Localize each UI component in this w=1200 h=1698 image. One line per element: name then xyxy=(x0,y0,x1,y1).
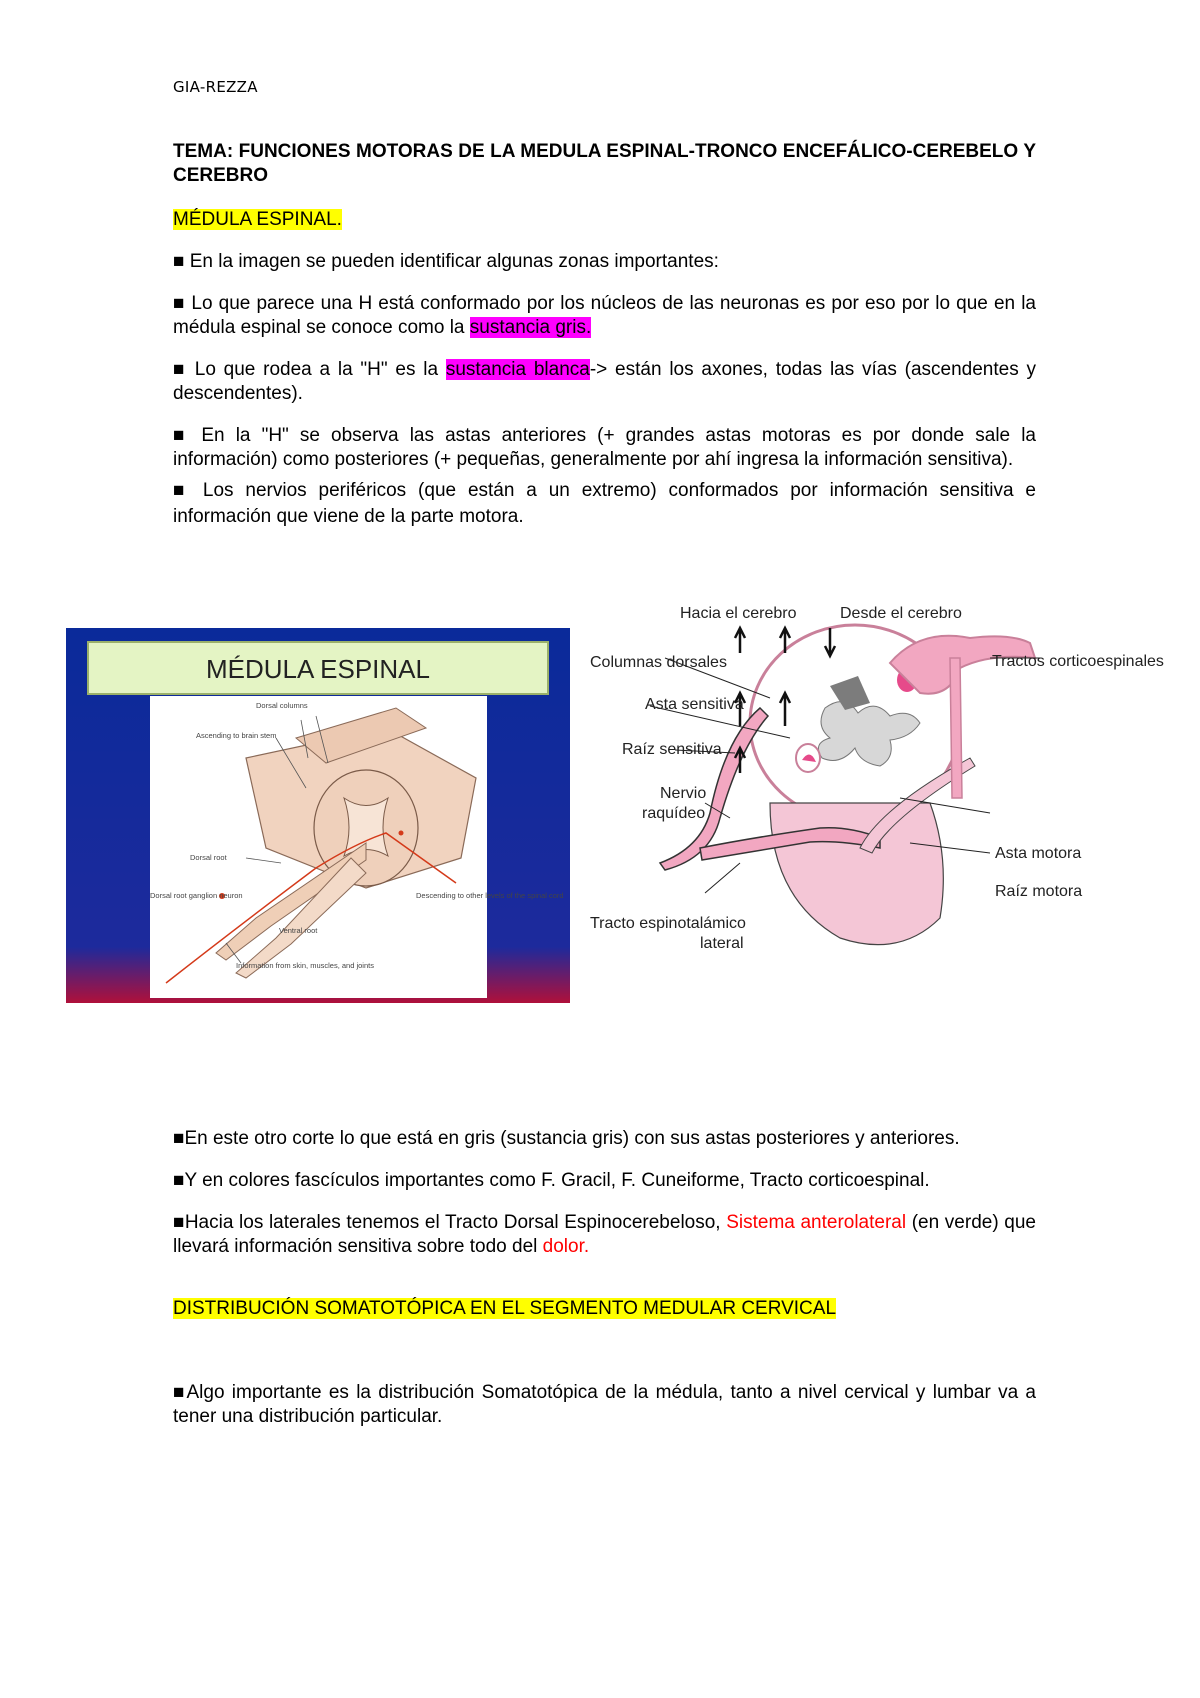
label-desde-cerebro: Desde el cerebro xyxy=(840,605,962,622)
document-author: GIA-REZZA xyxy=(173,78,258,96)
label-asta-sensitiva: Asta sensitiva xyxy=(645,696,744,713)
label-raiz-motora: Raíz motora xyxy=(995,883,1083,900)
paragraph-bullet-8 xyxy=(173,1211,1036,1259)
label-ventral-root: Ventral root xyxy=(279,926,318,935)
document-body-part2 xyxy=(173,1127,1036,1429)
paragraph-bullet-9: ■Algo importante es la distribución Somatotópica de la médula, tanto a nivel cervical y lumbar va a tener una distribución particular. xyxy=(173,1382,1036,1427)
paragraph-bullet-2 xyxy=(173,292,1036,340)
label-raiz-sensitiva: Raíz sensitiva xyxy=(622,741,722,758)
section-heading-distribucion xyxy=(173,1297,1036,1321)
red-text-dolor: dolor. xyxy=(542,1236,590,1257)
red-text-sistema-anterolateral: Sistema anterolateral xyxy=(726,1212,907,1233)
label-information: Information from skin, muscles, and joints xyxy=(236,961,374,970)
label-hacia-cerebro: Hacia el cerebro xyxy=(680,605,797,622)
section-heading-2-text: DISTRIBUCIÓN SOMATOTÓPICA EN EL SEGMENTO MEDULAR CERVICAL xyxy=(173,1298,837,1319)
slide-title: MÉDULA ESPINAL xyxy=(206,654,430,684)
label-tractos-corticoespinales: Tractos corticoespinales xyxy=(992,653,1164,670)
document-body-part1 xyxy=(173,140,1036,530)
paragraph-bullet-7: ■Y en colores fascículos importantes como F. Gracil, F. Cuneiforme, Tracto corticoespinal. xyxy=(173,1170,930,1191)
label-lateral: lateral xyxy=(700,935,744,952)
label-dorsal-root-ganglion: Dorsal root ganglion neuron xyxy=(150,891,243,900)
paragraph-bullet-1: ■ En la imagen se pueden identificar algunas zonas importantes: xyxy=(173,251,719,272)
label-columnas-dorsales: Columnas dorsales xyxy=(590,654,727,671)
highlight-sustancia-gris: sustancia gris. xyxy=(469,317,592,338)
paragraph-bullet-6: ■En este otro corte lo que está en gris (sustancia gris) con sus astas posteriores y anteriores. xyxy=(173,1128,960,1149)
label-ascending: Ascending to brain stem xyxy=(196,731,277,740)
highlight-sustancia-blanca: sustancia blanca xyxy=(445,359,590,380)
spinal-cross-section-image xyxy=(590,598,1178,968)
bullet-3-text-end: -> están los axones, todas las vías (ascendentes y descendentes). xyxy=(173,359,1036,404)
bullet-8-text: ■Hacia los laterales tenemos el Tracto Dorsal Espinocerebeloso, xyxy=(173,1212,727,1233)
section-heading-medula xyxy=(173,208,1036,232)
bullet-3-text: ■ Lo que rodea a la "H" es la xyxy=(173,359,446,380)
bullet-8-text-mid: (en verde) que llevará información sensitiva sobre todo del xyxy=(173,1212,1036,1257)
paragraph-bullet-3 xyxy=(173,358,1036,406)
label-tracto-espinotalamico: Tracto espinotalámico xyxy=(590,915,746,932)
label-descending: Descending to other levels of the spinal cord xyxy=(416,891,564,900)
cross-section-illustration xyxy=(650,625,1040,945)
paragraph-bullet-4: ■ En la "H" se observa las astas anteriores (+ grandes astas motoras es por donde sale la información) como posteriores (+ pequeñas, generalmente por ahí ingresa la información sensitiva). xyxy=(173,425,1036,470)
label-dorsal-columns: Dorsal columns xyxy=(256,701,308,710)
bullet-2-text: ■ Lo que parece una H está conformado por los núcleos de las neuronas es por eso por lo que en la médula espinal se conoce como la xyxy=(173,293,1036,338)
label-nervio: Nervio xyxy=(660,785,707,802)
label-dorsal-root: Dorsal root xyxy=(190,853,227,862)
label-raquideo: raquídeo xyxy=(642,805,706,822)
paragraph-bullet-5: ■ Los nervios periféricos (que están a un extremo) conformados por información sensitiva e información que viene de la parte motora. xyxy=(173,480,1036,527)
section-heading-text: MÉDULA ESPINAL. xyxy=(173,209,342,230)
document-title: TEMA: FUNCIONES MOTORAS DE LA MEDULA ESPINAL-TRONCO ENCEFÁLICO-CEREBELO Y CEREBRO xyxy=(173,141,1036,186)
spinal-cord-slide-image xyxy=(66,628,570,1003)
label-asta-motora: Asta motora xyxy=(995,845,1082,862)
